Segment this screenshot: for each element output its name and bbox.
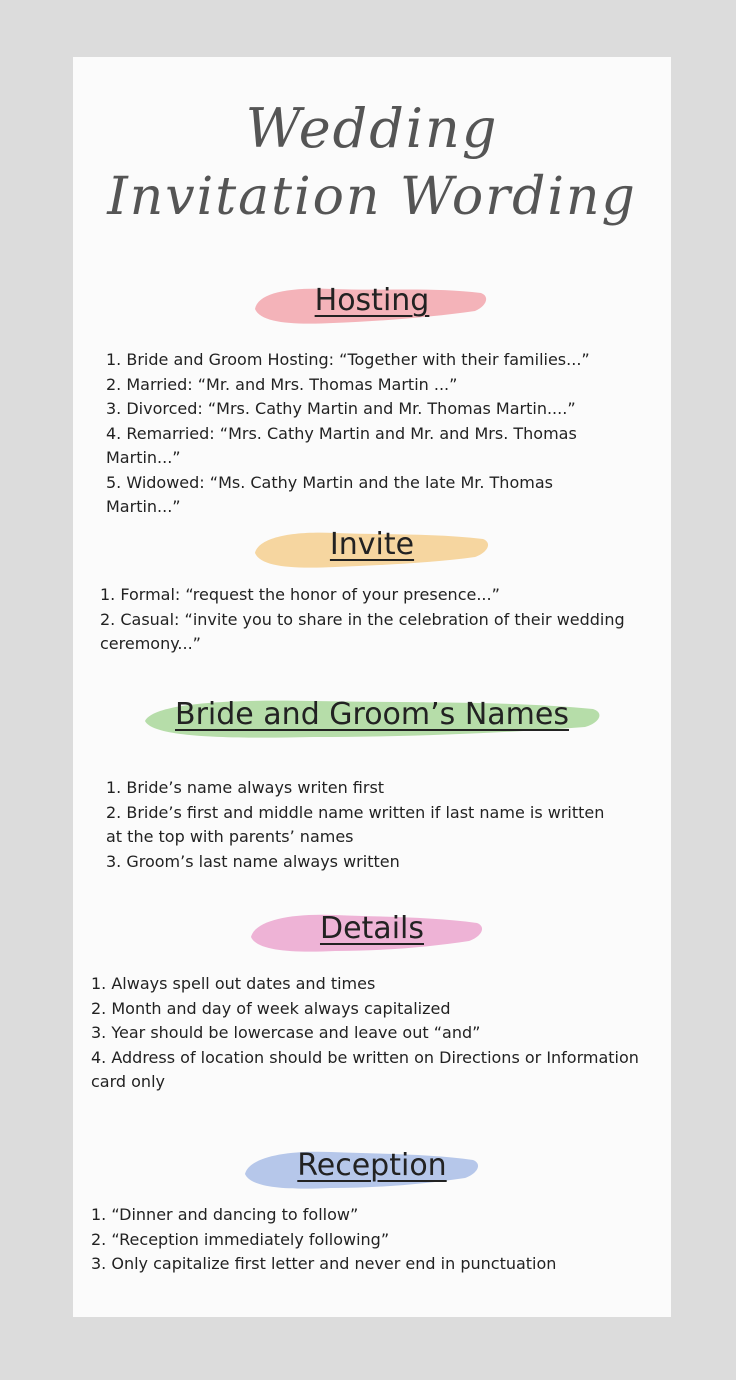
section-heading-text: Reception [297, 1148, 447, 1183]
title-line-2: Invitation Wording [107, 167, 637, 227]
list-item: 2. Married: “Mr. and Mrs. Thomas Martin ...” [106, 374, 458, 394]
section-heading-text: Details [319, 911, 424, 946]
list-item: 1. Bride’s name always writen first [106, 778, 385, 797]
invitation-card [73, 57, 671, 1317]
invite-list [100, 583, 635, 657]
section-heading-details [73, 907, 671, 961]
reception-list [91, 1203, 651, 1277]
list-item: 1. Formal: “request the honor of your presence...” [100, 585, 500, 604]
list-item: 1. Bride and Groom Hosting: “Together with their families...” [106, 350, 590, 369]
list-item: 2. Month and day of week always capitalized [91, 998, 451, 1018]
list-item: 2. “Reception immediately following” [91, 1229, 390, 1249]
list-item: 3. Year should be lowercase and leave out “and” [91, 1023, 481, 1042]
section-heading-text: Bride and Groom’s Names [175, 697, 569, 732]
names-list [106, 776, 611, 874]
title-line-1: Wedding [245, 97, 499, 160]
list-item: 2. Bride’s first and middle name written if last name is written at the top with parents’ names [106, 802, 605, 846]
section-heading-reception [73, 1144, 671, 1198]
list-item: 4. Remarried: “Mrs. Cathy Martin and Mr. and Mrs. Thomas Martin...” [106, 423, 577, 467]
section-heading-text: Hosting [314, 283, 430, 318]
list-item: 3. Only capitalize first letter and never end in punctuation [91, 1254, 557, 1273]
list-item: 1. Always spell out dates and times [91, 974, 376, 993]
hosting-list [106, 348, 606, 520]
list-item: 4. Address of location should be written on Directions or Information card only [91, 1047, 639, 1091]
list-item: 3. Divorced: “Mrs. Cathy Martin and Mr. Thomas Martin....” [106, 399, 576, 418]
section-heading-invite [73, 523, 671, 577]
details-list [91, 972, 651, 1095]
section-heading-hosting [73, 279, 671, 333]
section-heading-names [73, 693, 671, 747]
section-heading-text: Invite [329, 527, 415, 562]
list-item: 3. Groom’s last name always written [106, 851, 400, 871]
list-item: 5. Widowed: “Ms. Cathy Martin and the late Mr. Thomas Martin...” [106, 472, 553, 516]
list-item: 2. Casual: “invite you to share in the celebration of their wedding ceremony...” [100, 609, 625, 653]
list-item: 1. “Dinner and dancing to follow” [91, 1205, 359, 1224]
